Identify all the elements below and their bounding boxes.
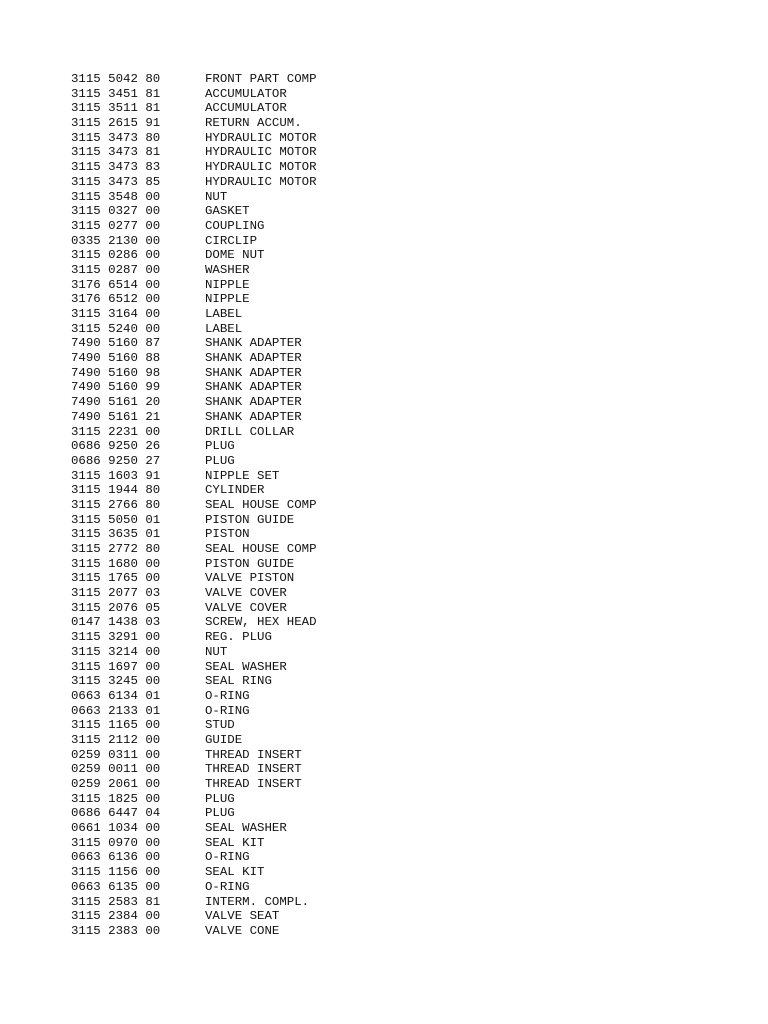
part-number: 3176 6514 00 (71, 277, 161, 292)
part-description: RETURN ACCUM. (205, 116, 302, 131)
part-description: COUPLING (205, 218, 265, 233)
list-item (71, 924, 317, 939)
part-description: NUT (205, 644, 228, 659)
list-item (71, 395, 317, 410)
part-number: 3115 3473 85 (71, 174, 161, 189)
list-item (71, 380, 317, 395)
part-number: 3115 0970 00 (71, 835, 161, 850)
part-description: HYDRAULIC MOTOR (205, 174, 317, 189)
part-number: 3115 5240 00 (71, 321, 161, 336)
part-number: 3115 0277 00 (71, 218, 161, 233)
part-number: 0661 1034 00 (71, 821, 161, 836)
part-number: 0663 6136 00 (71, 850, 161, 865)
part-description: SHANK ADAPTER (205, 365, 302, 380)
part-description: DRILL COLLAR (205, 424, 295, 439)
part-number: 3115 3214 00 (71, 644, 161, 659)
part-description: PLUG (205, 791, 235, 806)
part-number: 3115 2077 03 (71, 586, 161, 601)
part-number: 0663 2133 01 (71, 703, 161, 718)
part-number: 3115 2383 00 (71, 923, 161, 938)
list-item (71, 278, 317, 293)
part-description: DOME NUT (205, 248, 265, 263)
part-description: STUD (205, 718, 235, 733)
part-number: 3115 2772 80 (71, 542, 161, 556)
part-number: 3176 6512 00 (71, 292, 161, 307)
part-description: PISTON GUIDE (205, 512, 295, 527)
part-description: FRONT PART COMP (205, 72, 317, 86)
list-item (71, 131, 317, 146)
part-number: 0686 6447 04 (71, 806, 161, 821)
parts-list (71, 72, 317, 939)
list-item (71, 660, 317, 675)
part-number: 0335 2130 00 (71, 233, 161, 248)
list-item (71, 116, 317, 131)
part-number: 7490 5160 98 (71, 365, 161, 380)
part-number: 3115 5050 01 (71, 512, 161, 527)
part-description: THREAD INSERT (205, 747, 302, 762)
part-number: 3115 3473 81 (71, 145, 161, 160)
part-description: ACCUMULATOR (205, 101, 287, 116)
part-description: SHANK ADAPTER (205, 380, 302, 395)
part-number: 3115 2112 00 (71, 732, 161, 747)
list-item (71, 175, 317, 190)
part-description: SHANK ADAPTER (205, 409, 302, 424)
part-description: SHANK ADAPTER (205, 336, 302, 351)
part-number: 3115 0287 00 (71, 262, 161, 277)
part-description: NIPPLE (205, 292, 250, 307)
list-item (71, 410, 317, 425)
part-description: HYDRAULIC MOTOR (205, 145, 317, 160)
list-item (71, 439, 317, 454)
part-description: SEAL WASHER (205, 821, 287, 836)
part-description: LABEL (205, 307, 243, 321)
part-description: VALVE COVER (205, 586, 287, 601)
list-item (71, 248, 317, 263)
part-number: 3115 3511 81 (71, 101, 161, 116)
list-item (71, 909, 317, 924)
part-description: INTERM. COMPL. (205, 894, 310, 909)
list-item (71, 101, 317, 116)
part-number: 3115 0286 00 (71, 248, 161, 263)
part-description: SEAL HOUSE COMP (205, 497, 317, 512)
list-item (71, 542, 317, 557)
part-number: 3115 5042 80 (71, 72, 161, 86)
part-description: NIPPLE (205, 277, 250, 292)
list-item (71, 366, 317, 381)
list-item (71, 806, 317, 821)
part-description: GUIDE (205, 732, 243, 747)
list-item (71, 234, 317, 249)
part-description: HYDRAULIC MOTOR (205, 160, 317, 175)
list-item (71, 630, 317, 645)
part-description: SCREW, HEX HEAD (205, 615, 317, 630)
list-item (71, 836, 317, 851)
part-number: 3115 1944 80 (71, 483, 161, 498)
list-item (71, 821, 317, 836)
list-item (71, 351, 317, 366)
part-number: 3115 3451 81 (71, 86, 161, 101)
part-description: PLUG (205, 806, 235, 821)
part-description: THREAD INSERT (205, 777, 302, 791)
part-description: VALVE SEAT (205, 909, 280, 924)
list-item (71, 87, 317, 102)
part-description: O-RING (205, 879, 250, 894)
part-description: VALVE COVER (205, 600, 287, 615)
part-number: 3115 1765 00 (71, 571, 161, 586)
part-number: 7490 5161 20 (71, 395, 161, 410)
list-item (71, 704, 317, 719)
part-description: PLUG (205, 439, 235, 454)
list-item (71, 865, 317, 880)
list-item (71, 263, 317, 278)
part-number: 0686 9250 26 (71, 439, 161, 454)
part-number: 3115 3291 00 (71, 630, 161, 645)
list-item (71, 72, 317, 87)
list-item (71, 777, 317, 792)
part-number: 0259 2061 00 (71, 777, 161, 791)
part-description: ACCUMULATOR (205, 86, 287, 101)
part-number: 3115 3473 83 (71, 160, 161, 175)
part-number: 0259 0011 00 (71, 762, 161, 777)
list-item (71, 307, 317, 322)
part-number: 3115 3635 01 (71, 527, 161, 542)
part-description: SEAL WASHER (205, 659, 287, 674)
part-description: SEAL RING (205, 674, 272, 689)
list-item (71, 557, 317, 572)
part-description: PISTON GUIDE (205, 556, 295, 571)
part-number: 7490 5161 21 (71, 409, 161, 424)
part-number: 7490 5160 99 (71, 380, 161, 395)
list-item (71, 425, 317, 440)
part-description: HYDRAULIC MOTOR (205, 130, 317, 145)
list-item (71, 190, 317, 205)
list-item (71, 733, 317, 748)
part-number: 3115 1697 00 (71, 659, 161, 674)
part-number: 3115 2583 81 (71, 894, 161, 909)
list-item (71, 527, 317, 542)
part-number: 7490 5160 87 (71, 336, 161, 351)
list-item (71, 469, 317, 484)
list-item (71, 748, 317, 763)
list-item (71, 483, 317, 498)
part-description: SHANK ADAPTER (205, 351, 302, 366)
part-description: O-RING (205, 688, 250, 703)
part-number: 0259 0311 00 (71, 747, 161, 762)
list-item (71, 336, 317, 351)
list-item (71, 895, 317, 910)
part-description: PLUG (205, 453, 235, 468)
part-description: VALVE CONE (205, 923, 280, 938)
list-item (71, 762, 317, 777)
part-number: 3115 2076 05 (71, 600, 161, 615)
part-description: THREAD INSERT (205, 762, 302, 777)
part-number: 3115 1156 00 (71, 865, 161, 880)
part-number: 3115 1680 00 (71, 556, 161, 571)
part-number: 3115 1165 00 (71, 718, 161, 733)
part-number: 3115 2766 80 (71, 497, 161, 512)
list-item (71, 792, 317, 807)
list-item (71, 880, 317, 895)
part-number: 3115 3245 00 (71, 674, 161, 689)
part-number: 3115 3548 00 (71, 189, 161, 204)
part-number: 7490 5160 88 (71, 351, 161, 366)
part-number: 3115 3473 80 (71, 130, 161, 145)
part-description: WASHER (205, 262, 250, 277)
part-description: GASKET (205, 204, 250, 219)
list-item (71, 322, 317, 337)
part-description: VALVE PISTON (205, 571, 295, 586)
part-number: 3115 1603 91 (71, 468, 161, 483)
list-item (71, 718, 317, 733)
list-item (71, 204, 317, 219)
list-item (71, 513, 317, 528)
part-description: NIPPLE SET (205, 468, 280, 483)
part-number: 0147 1438 03 (71, 615, 161, 630)
list-item (71, 571, 317, 586)
list-item (71, 454, 317, 469)
part-number: 0663 6135 00 (71, 879, 161, 894)
part-number: 0663 6134 01 (71, 688, 161, 703)
list-item (71, 160, 317, 175)
part-description: REG. PLUG (205, 630, 272, 645)
list-item (71, 645, 317, 660)
part-description: PISTON (205, 527, 250, 542)
part-description: O-RING (205, 703, 250, 718)
part-description: CIRCLIP (205, 233, 258, 248)
part-number: 3115 2615 91 (71, 116, 161, 131)
part-number: 3115 2231 00 (71, 424, 161, 439)
part-description: NUT (205, 189, 228, 204)
list-item (71, 292, 317, 307)
part-description: SEAL KIT (205, 865, 265, 880)
list-item (71, 219, 317, 234)
part-number: 3115 2384 00 (71, 909, 161, 924)
part-number: 0686 9250 27 (71, 453, 161, 468)
list-item (71, 601, 317, 616)
part-number: 3115 1825 00 (71, 791, 161, 806)
part-number: 3115 0327 00 (71, 204, 161, 219)
list-item (71, 498, 317, 513)
part-description: LABEL (205, 321, 243, 336)
list-item (71, 850, 317, 865)
part-description: SHANK ADAPTER (205, 395, 302, 410)
list-item (71, 615, 317, 630)
part-description: SEAL KIT (205, 835, 265, 850)
list-item (71, 145, 317, 160)
part-description: CYLINDER (205, 483, 265, 498)
part-description: O-RING (205, 850, 250, 865)
list-item (71, 689, 317, 704)
list-item (71, 674, 317, 689)
list-item (71, 586, 317, 601)
part-description: SEAL HOUSE COMP (205, 542, 317, 556)
part-number: 3115 3164 00 (71, 307, 161, 321)
